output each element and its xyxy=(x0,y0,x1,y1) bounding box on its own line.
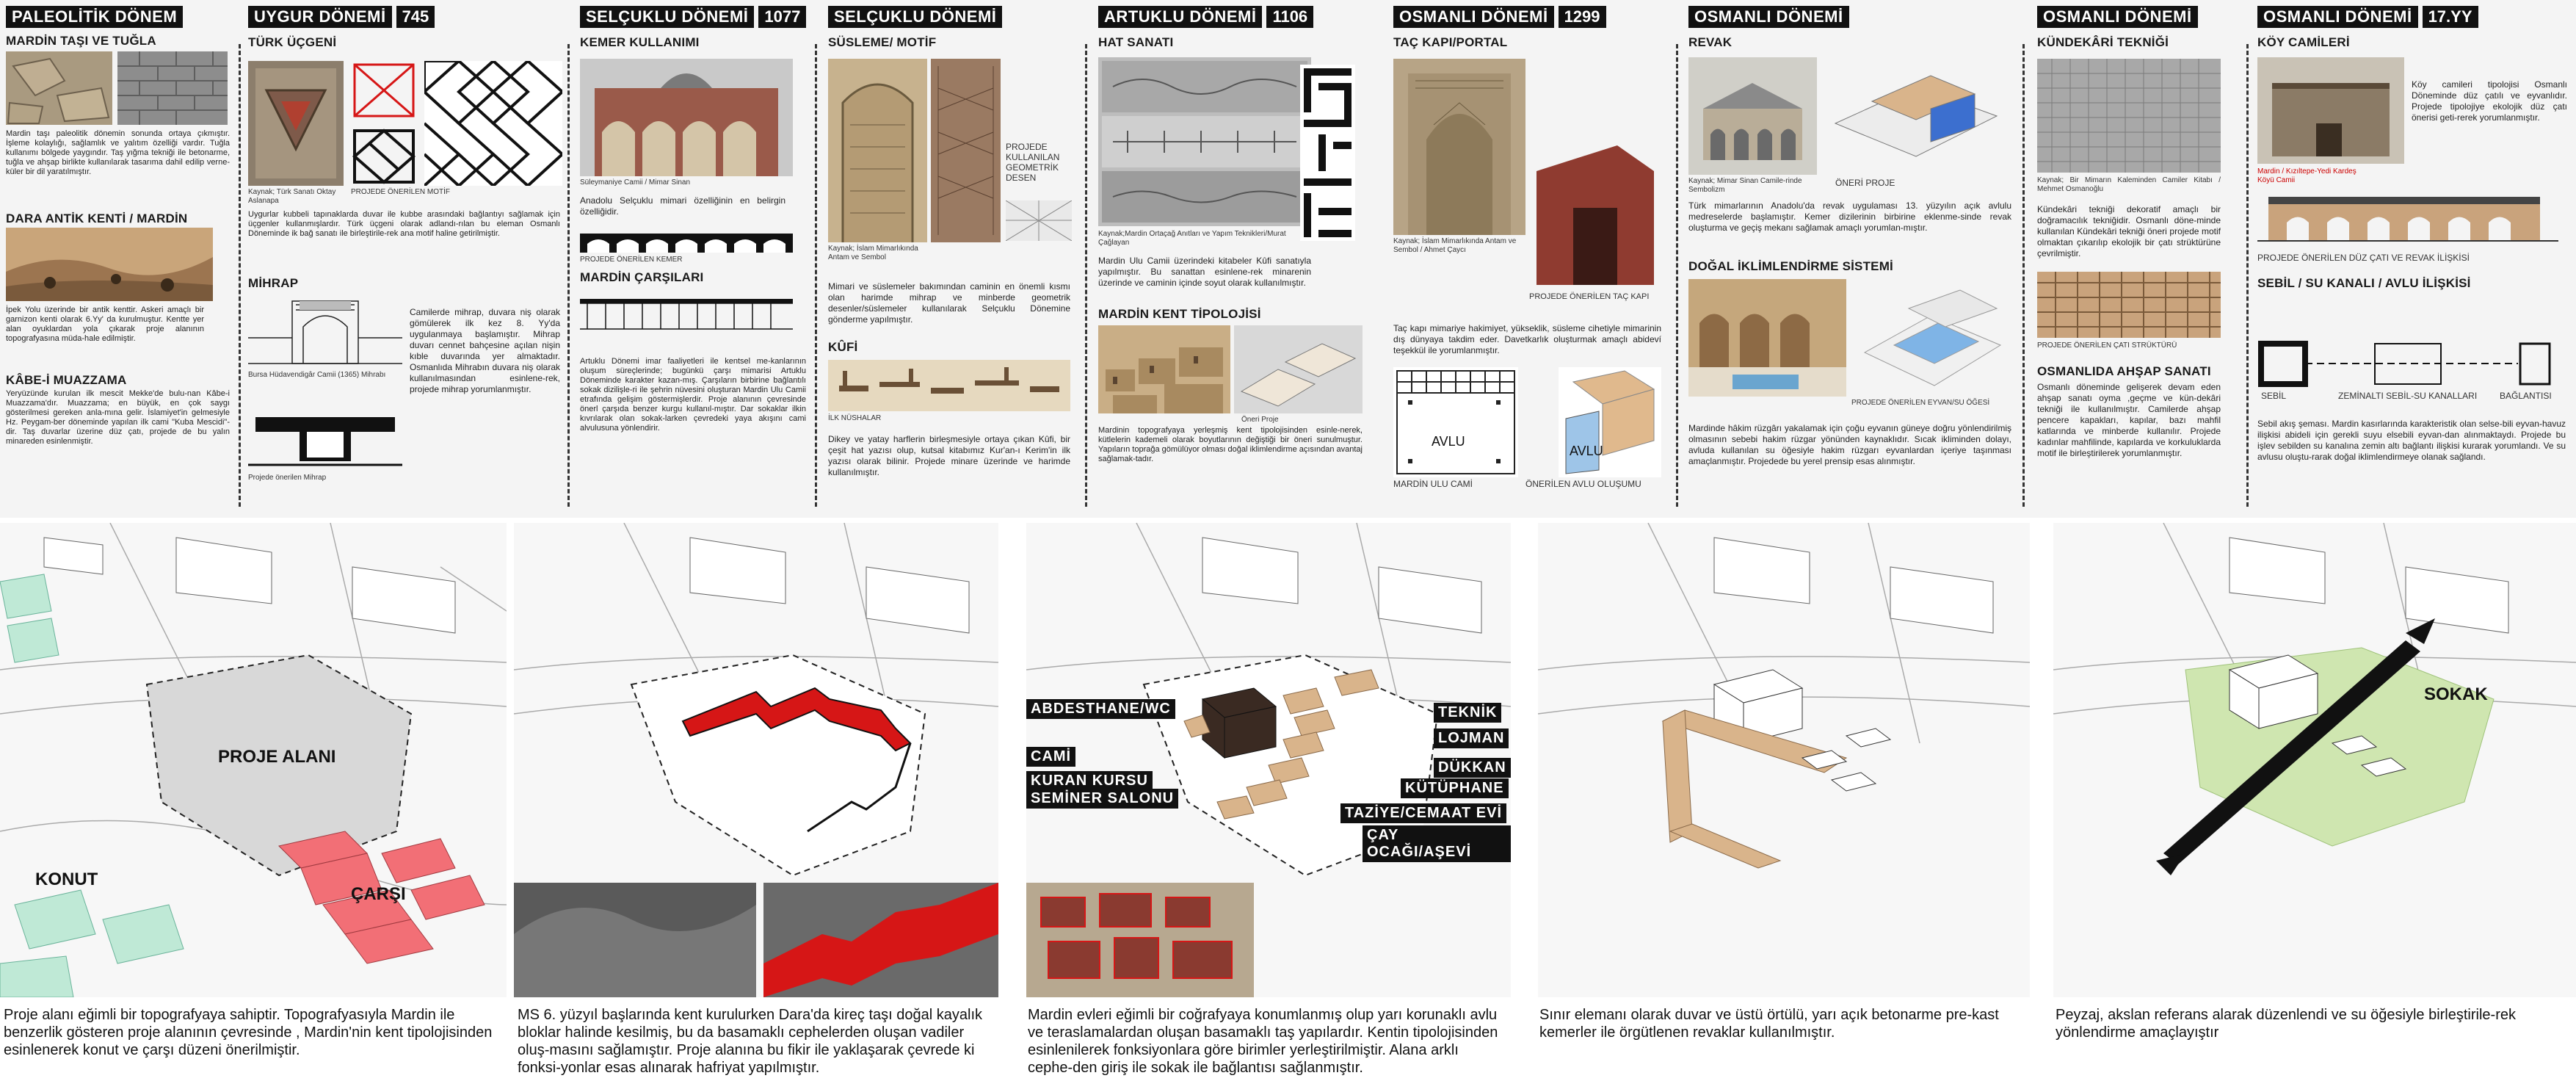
arch-photo xyxy=(580,59,793,176)
label-wc: ABDESTHANE/WC xyxy=(1026,699,1175,719)
label-project-area: PROJE ALANI xyxy=(218,747,336,767)
caption: PROJEDE ÖNERİLEN KEMER xyxy=(580,256,683,264)
ornament-photo-1 xyxy=(828,59,927,242)
caption: ÖNERİ PROJE xyxy=(1835,178,1895,188)
panel-excavation xyxy=(514,523,998,997)
panel-caption: MS 6. yüzyıl başlarında kent kurulurken Dara'da kireç taşı doğal kayalık bloklar halinde kesilmiş, bu da basamaklı cephelerden oluşan vadiler oluş-masını sağlamıştır. Proje alanına bu fikir ile yaklaşarak çevrede ki fonksi-yonlar esas alınarak hafriyat yapılmıştır. xyxy=(518,1007,983,1076)
motif-red xyxy=(351,61,417,120)
courtyard-label: AVLU xyxy=(1570,444,1603,458)
roof-revak-section xyxy=(2257,189,2558,248)
kufic-square xyxy=(1300,65,1355,241)
phase-title: ARTUKLU DÖNEMİ xyxy=(1098,6,1262,28)
phase-year: 1077 xyxy=(758,6,806,28)
col-uygur xyxy=(248,6,562,513)
section-title: KÜNDEKÂRİ TEKNİĞİ xyxy=(2037,35,2169,49)
section-title: KÂBE-İ MUAZZAMA xyxy=(6,373,127,387)
label: BAĞLANTISI xyxy=(2500,391,2552,401)
revak-model xyxy=(1821,57,2008,175)
bazaar-text: Artuklu Dönemi imar faaliyetleri ile kentsel me-kanlarının oluşum süreçlerinde; bugünkü çarşı mimarisi Artuklu Döneminde karakter kazan-mış. Çarşıların birbirine bağlantılı sokak dizilişle-ri ile şehrin nüvesini oluşturan Mardin Ulu Camii etrafında gelişim göstermişlerdir. Proje alanının çevresinde önerl çarşıda benzer kurgu kullanıl-mıştır. Dar sokaklar ilkin kıvrılarak olan sokak-larken çevredeki yaya akışını cami alvulusuna yönlendirir. xyxy=(580,357,806,433)
caption: Kaynak; Türk Sanatı Oktay Aslanapa xyxy=(248,188,336,205)
revak-photo xyxy=(1688,57,1817,175)
section-title: HAT SANATI xyxy=(1098,35,1174,49)
section-title: REVAK xyxy=(1688,35,1733,49)
label-housing: KONUT xyxy=(35,870,98,889)
label-shop: DÜKKAN xyxy=(1434,758,1511,778)
climate-model xyxy=(1850,279,2011,397)
revak-text: Türk mimarlarının Anadolu'da revak uygulaması 13. yüzyılın açık avlulu medreselerde başlamıştır. Kemer dizilerinin birbirine eklenme-sinde revak oluşturma ve geçiş mekanı sağlamak amaçlı yorumlan-mıştır. xyxy=(1688,200,2011,233)
section-title: SÜSLEME/ MOTİF xyxy=(828,35,937,49)
caption: Kaynak; İslam Mimarlıkında Antam ve Sembol / Ahmet Çaycı xyxy=(1393,237,1517,254)
proposed-portal xyxy=(1529,142,1661,289)
caption: Kaynak; İslam Mimarlıkında Antam ve Sembol xyxy=(828,245,918,261)
woodwork-text: Osmanlı döneminde gelişerek devam eden ahşap sanatı oyma ,geçme ve kün-dekâri tekniği ile kullanılmıştır. Camilerde ahşap pencere kapakları, kapılar, bazı mahfil katlarında ve minberde kullanılır. Projede kadınlar mahfilinde, kapılarda ve korkuluklarda motif ile birleştirilerek yorumlanmıştır. xyxy=(2037,382,2221,458)
col-selcuk-2 xyxy=(828,6,1078,513)
village-mosque-photo xyxy=(2257,57,2404,164)
divider xyxy=(567,44,570,507)
section-title: KEMER KULLANIMI xyxy=(580,35,700,49)
proposed-courtyard xyxy=(1559,367,1661,477)
section-title: TAÇ KAPI/PORTAL xyxy=(1393,35,1508,49)
ulu-cami-plan xyxy=(1393,367,1518,477)
col-ottoman-3 xyxy=(2037,6,2232,513)
caption: PROJEDE ÖNERİLEN DÜZ ÇATI VE REVAK İLİŞKİSİ xyxy=(2257,253,2470,263)
caption: PROJEDE ÖNERİLEN TAÇ KAPI xyxy=(1529,292,1650,301)
col-ottoman-4 xyxy=(2257,6,2569,513)
panel-landscape xyxy=(2053,523,2576,997)
label-street: SOKAK xyxy=(2424,684,2488,704)
inscription-photos xyxy=(1098,57,1311,226)
arch-text: Anadolu Selçuklu mimari özelliğinin en belirgin özelliğidir. xyxy=(580,195,786,217)
sebil-text: Sebil akış şeması. Mardin kasırlarında karakteristik olan selse-bili eyvan-havuz ilişkisi abideli için gerekli suyu elsebili eyvan-dan alınmaktaydı. Projede bu işlev sebilden su kanalına zemin altı bağlantı ilişkisi kurarak yorumlandı. Ve su avlusu oluştu-rarak doğal iklimlendirmeye olanak sağlandı. xyxy=(2257,419,2566,462)
motif-pattern xyxy=(424,61,562,186)
dara-photo xyxy=(6,228,213,301)
caption-red: Mardin / Kızıltepe-Yedi Kardeş Köyü Camii xyxy=(2257,167,2357,184)
section-title: OSMANLIDA AHŞAP SANATI xyxy=(2037,364,2211,378)
caption: Projede önerilen Mihrap xyxy=(248,474,327,482)
section-title: MARDİN TAŞI VE TUĞLA xyxy=(6,34,156,48)
section-title: SEBİL / SU KANALI / AVLU İLİŞKİSİ xyxy=(2257,276,2471,290)
kufic-text: Dikey ve yatay harflerin birleşmesiyle ortaya çıkan Kûfi, bir çeşit hat yazısı olup, kutsal kitabımız Kur'an-ı Kerim'in ilk yazısı olarak bilinir. Projede minare üzerinde ve harimde kullanılmıştır. xyxy=(828,434,1070,477)
label-library: KÜTÜPHANE xyxy=(1401,778,1509,798)
mihrab-drawing xyxy=(248,294,402,367)
label-tea-kitchen: ÇAY OCAĞI/AŞEVİ xyxy=(1363,825,1511,862)
climate-text: Mardinde hâkim rüzgârı yakalamak için çoğu eyvanın güneye doğru yönlendirilmiş olmasının sebebi hakim rüzgar yönünden kaynaklıdır. Sıcak ikliminden dolayı, avluda kullanılan su öğesiyle hakim rüzgarı eyvanlardan içeriye taşınması amaçlanmıştır. Projedede bu yerel prensip esas alınmıştır. xyxy=(1688,423,2011,466)
col-paleolithic xyxy=(6,6,230,513)
label: SEBİL xyxy=(2261,391,2287,401)
col-artuklu xyxy=(1098,6,1370,513)
phase-year: 1106 xyxy=(1266,6,1313,28)
phase-year: 745 xyxy=(396,6,435,28)
phase-title: OSMANLI DÖNEMİ xyxy=(2037,6,2198,28)
panel-site xyxy=(0,523,507,997)
triangle-text: Uygurlar kubbeli tapınaklarda duvar ile kubbe arasındaki bağlantıyı sağlamak için üçgenler kullanmışlardır. Türk üçgeni olarak adlandı-rılan bu eleman Osmanlı Döneminde ik bağ sanatı ile birleştirile-rek ana motif haline getirilmiştir. xyxy=(248,210,560,238)
landscape-axon xyxy=(2053,523,2576,997)
panel-program xyxy=(1026,523,1511,997)
caption: PROJEDE ÖNERİLEN ÇATI STRÜKTÜRÜ xyxy=(2037,341,2177,350)
section-title: DOĞAL İKLİMLENDİRME SİSTEMİ xyxy=(1688,259,1893,273)
kundekari-text: Kündekâri tekniği dekoratif amaçlı bir doğramacılık tekniğidir. Osmanlı döne-minde kullanılan Kündekâri tekniği öneri projede motif olmaktan çıkarılıp ekolojik bir çatı strüktürüne çevrilmiştir. xyxy=(2037,204,2221,258)
label-seminar: SEMİNER SALONU xyxy=(1026,789,1178,809)
proposed-mihrab xyxy=(248,410,402,469)
panel-caption: Mardin evleri eğimli bir coğrafyaya konumlanmış olup yarı korunaklı avlu ve teraslamalardan oluşan basamaklı taş yapılardır. Kentin tipolojisinden esinlenilerek fonksiyonlara göre birimler yerleştirilmiştir. Alana arklı cephe-den giriş ile sokak ile bağlantısı sağlanmıştır. xyxy=(1028,1007,1498,1076)
phase-title: PALEOLİTİK DÖNEM xyxy=(6,6,183,28)
geometric-pattern xyxy=(1006,200,1072,241)
proposal-model xyxy=(1234,325,1363,413)
roof-structure xyxy=(2037,272,2221,338)
caption: MARDİN ULU CAMİ xyxy=(1393,479,1473,489)
section-title: KÖY CAMİLERİ xyxy=(2257,35,2350,49)
caption: İLK NÜSHALAR xyxy=(828,414,882,422)
label-mosque: CAMİ xyxy=(1026,747,1075,767)
stone-photo xyxy=(6,51,112,125)
phase-title: UYGUR DÖNEMİ xyxy=(248,6,392,28)
caption: Kaynak; Mimar Sinan Camile-rinde Sembolizm xyxy=(1688,177,1802,194)
climate-photo xyxy=(1688,279,1846,397)
caption: Bursa Hüdavendigâr Camii (1365) Mihrabı xyxy=(248,371,386,379)
calligraphy-text: Mardin Ulu Camii üzerindeki kitabeler Kûfi sanatıyla yapılmıştır. Bu sanattan esinlene-rek minarenin üzerinde ve caminin içinde soyut olarak kullanılmıştır. xyxy=(1098,256,1311,288)
section-title: KÛFİ xyxy=(828,340,858,354)
proposed-arches xyxy=(580,234,793,253)
section-title: MARDİN ÇARŞILARI xyxy=(580,270,704,284)
excavation-axon xyxy=(514,523,998,997)
ornament-photo-2 xyxy=(931,59,1001,242)
panel-caption: Proje alanı eğimli bir topografyaya sahiptir. Topografyasıyla Mardin ile benzerlik gösteren proje alanının çevresinde , Mardin'nin kent tipolojisinden esinlenerek konut ve çarşı düzeni önerilmiştir. xyxy=(4,1007,493,1058)
col-selcuk-1 xyxy=(580,6,809,513)
brick-photo xyxy=(117,51,228,125)
label-lodging: LOJMAN xyxy=(1434,728,1509,748)
caption: Kaynak; Bir Mimarın Kaleminden Camiler Kitabı / Mehmet Osmanoğlu xyxy=(2037,176,2221,193)
caption: Öneri Proje xyxy=(1241,416,1279,424)
panel-revak xyxy=(1538,523,2030,997)
portal-photo xyxy=(1393,59,1525,235)
divider xyxy=(2246,44,2249,507)
panel-caption: Peyzaj, akslan referans alarak düzenlendi ve su öğesiyle birleştirile-rek yönlendirme amaçlayıştır xyxy=(2056,1007,2516,1041)
phase-title: OSMANLI DÖNEMİ xyxy=(2257,6,2418,28)
revak-axon xyxy=(1538,523,2030,997)
col-ottoman-1 xyxy=(1393,6,1665,513)
caption: Süleymaniye Camii / Mimar Sinan xyxy=(580,178,691,187)
section-title: TÜRK ÜÇGENİ xyxy=(248,35,337,49)
phase-title: SELÇUKLU DÖNEMİ xyxy=(828,6,1002,28)
divider xyxy=(1676,44,1678,507)
caption: Kaynak;Mardin Ortaçağ Anıtları ve Yapım Teknikleri/Murat Çağlayan xyxy=(1098,230,1286,247)
courtyard-label: AVLU xyxy=(1432,434,1465,449)
motif-black xyxy=(351,127,417,186)
phase-title: SELÇUKLU DÖNEMİ xyxy=(580,6,754,28)
village-text: Köy camileri tipolojisi Osmanlı Döneminde düz çatılı ve eyvanlıdır. Projede tipolojiye ekolojik düz çatı önerisi geti-rerek yorumlanmıştır. xyxy=(2412,79,2567,123)
section-title: MİHRAP xyxy=(248,276,299,290)
label: ZEMİNALTI SEBİL-SU KANALLARI xyxy=(2338,391,2478,401)
label-condolence: TAZİYE/CEMAAT EVİ xyxy=(1340,803,1506,823)
kufic-photo xyxy=(828,360,1070,411)
turkish-triangle-photo xyxy=(248,61,344,186)
section-title: DARA ANTİK KENTİ / MARDİN xyxy=(6,212,188,225)
bazaar-plan xyxy=(580,289,793,347)
ornament-text: Mimari ve süslemeler bakımından caminin en önemli kısmı olan harimde mihrap ve minberde geometrik desenler/süslemeler kullanılarak Selçuklu Dönemine gönderme yapılmıştır. xyxy=(828,281,1070,325)
stone-text: Mardin taşı paleolitik dönemin sonunda ortaya çıkmıştır. İşleme kolaylığı, sağlamlık ve yalıtım özelliği vardır. Tuğla kullanımı bölgede yaygındır. Taş yığma tekniği ile betonarme, tuğla ve ahşap birlikte kullanılarak tasarıma dahil edilip verne-küler bir dil yaratılmıştır. xyxy=(6,129,230,176)
mardin-city-photo xyxy=(1098,325,1230,413)
phase-year: 17.YY xyxy=(2423,6,2478,28)
label-bazaar: ÇARŞI xyxy=(351,884,406,904)
label-quran-course: KURAN KURSU xyxy=(1026,771,1153,791)
divider xyxy=(815,44,817,507)
caption: PROJEDE ÖNERİLEN EYVAN/SU ÖĞESİ xyxy=(1851,399,1990,407)
divider xyxy=(1085,44,1087,507)
section-title: MARDİN KENT TİPOLOJİSİ xyxy=(1098,307,1261,321)
phase-title: OSMANLI DÖNEMİ xyxy=(1393,6,1554,28)
caption: ÖNERİLEN AVLU OLUŞUMU xyxy=(1525,479,1641,489)
divider xyxy=(239,44,241,507)
divider xyxy=(2022,44,2025,507)
mihrab-text: Camilerde mihrap, duvara niş olarak gömülerek ilk kez 8. Yy'da uygulanmaya başlamıştır. Mihrap duvarı cennet bahçesine açılan nişin kıble duvarında yer almaktadır. Osmanlıda Mihrabın duvara niş olarak kullanılmasından esinlene-rek, projede mihrap yorumlanmıştır. xyxy=(410,307,560,394)
col-ottoman-2 xyxy=(1688,6,2015,513)
phase-title: OSMANLI DÖNEMİ xyxy=(1688,6,1849,28)
dara-text: İpek Yolu üzerinde bir antik kenttir. Askeri amaçlı bir garnizon kenti olarak 6.Yy' da kurulmuştur. Kentte yer alan oyuklardan yola çıkarak proje alanının topografyasına müda-hale edilmiştir. xyxy=(6,306,204,343)
typology-text: Mardinin topografyaya yerleşmiş kent tipolojisinden esinle-nerek, kütlelerin kademeli olarak boyutlarının değiştiği bir öneri sunulmuştur. Yapıların toprağa gömülüyor olması doğal iklimlendirme açısından avantaj sağlamak-tadır. xyxy=(1098,426,1363,463)
caption: PROJEDE ÖNERİLEN MOTİF xyxy=(351,188,451,196)
phase-year: 1299 xyxy=(1559,6,1606,28)
portal-text: Taç kapı mimariye hakimiyet, yükseklik, süsleme cihetiyle mimarinin dış dünyaya takdim eder. Davetkarlık oluşturmak amaçlı abideví teşekkül ile yorumlanmıştır. xyxy=(1393,323,1661,355)
label-technical: TEKNİK xyxy=(1434,703,1501,723)
kabe-text: Yeryüzünde kurulan ilk mescit Mekke'de bulu-nan Kâbe-i Muazzama'dır. Muazzama; en büyük, en çok saygı gösterilmesi gereken anla-mına gelir. İslamiyet'in gelmesiyle Hz. Peygam-ber döneminde yapılan ilk cami "Kuba Mescidi"-dir. Taş duvarlar üzerine düz çatı, projede de bu yalın minareden esinlenmiştir. xyxy=(6,389,230,446)
kundekari-photo xyxy=(2037,59,2221,173)
sebil-diagram xyxy=(2257,340,2566,388)
panel-caption: Sınır elemanı olarak duvar ve üstü örtülü, yarı açık betonarme pre-kast kemerler ile örgütlenen revaklar kullanılmıştır. xyxy=(1539,1007,1999,1041)
caption: PROJEDE KULLANILAN GEOMETRİK DESEN xyxy=(1006,142,1060,183)
